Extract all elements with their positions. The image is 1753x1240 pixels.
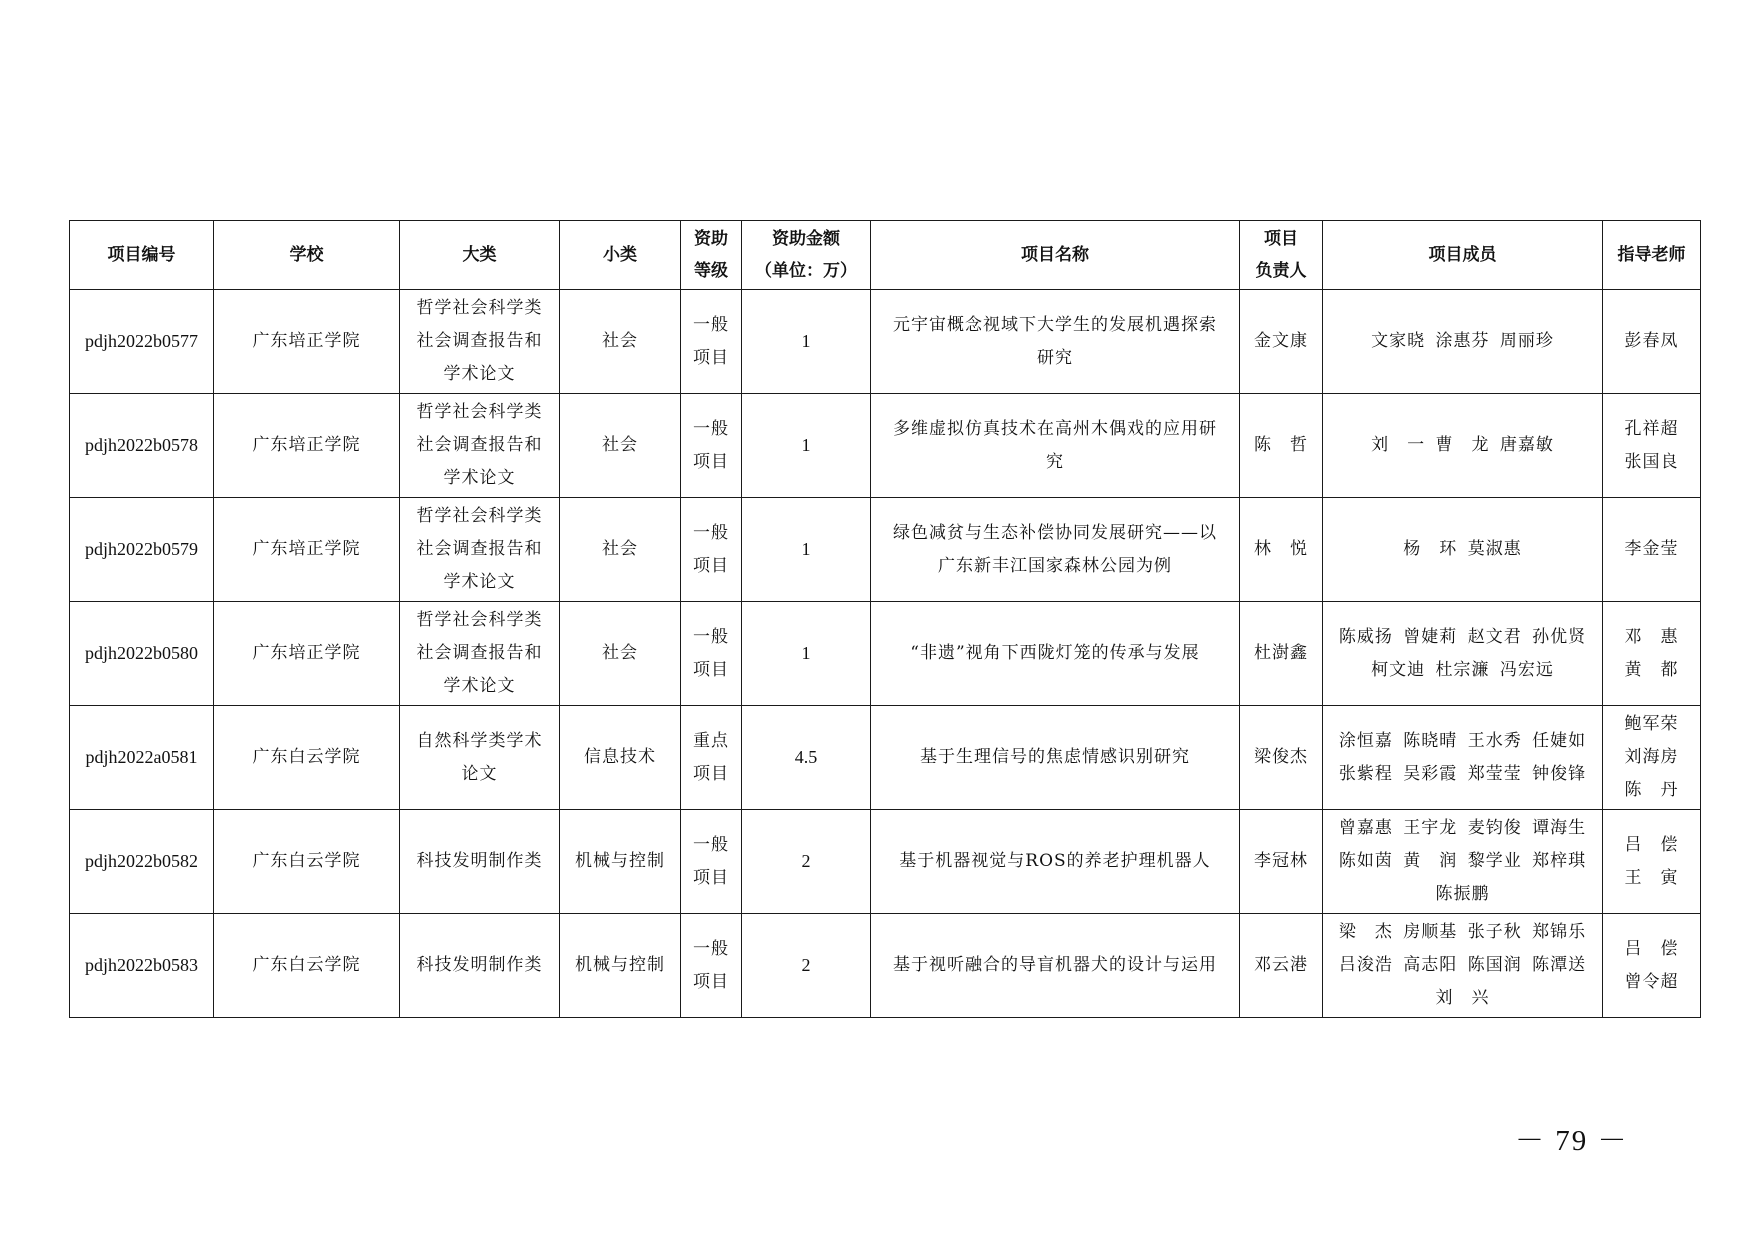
table-row xyxy=(70,394,1701,498)
cell-line: 项目 xyxy=(693,971,729,992)
cell-line: 多维虚拟仿真技术在高州木偶戏的应用研 xyxy=(893,418,1217,439)
project-table xyxy=(69,220,1701,1018)
cell-amount: 1 xyxy=(742,394,871,498)
cell-line: 吕 偿 xyxy=(1624,938,1679,959)
cell-advisor xyxy=(1603,290,1701,394)
cell-subcategory: 社会 xyxy=(560,394,681,498)
cell-line: 陈振鹏 xyxy=(1435,884,1490,904)
cell-line: 梁 杰 房顺基 张子秋 郑锦乐 xyxy=(1338,922,1587,942)
cell-line: 社会调查报告和 xyxy=(416,435,543,455)
cell-line: 张紫程 吴彩霞 郑莹莹 钟俊锋 xyxy=(1338,763,1587,784)
cell-subcategory: 社会 xyxy=(560,498,681,602)
cell-school: 广东白云学院 xyxy=(214,914,400,1018)
table-row xyxy=(70,498,1701,602)
cell-line: 研究 xyxy=(1037,347,1073,368)
cell-line: （单位：万） xyxy=(755,261,857,281)
header-advisor xyxy=(1603,221,1701,290)
cell-subcategory: 社会 xyxy=(560,602,681,706)
cell-members xyxy=(1323,290,1603,394)
cell-line: 文家晓 涂惠芬 周丽珍 xyxy=(1371,331,1554,351)
cell-line: 究 xyxy=(1046,451,1064,472)
cell-members xyxy=(1323,914,1603,1018)
cell-level xyxy=(681,914,742,1018)
header-subcategory xyxy=(560,221,681,290)
cell-category xyxy=(400,602,560,706)
header-row xyxy=(70,221,1701,290)
header-amount xyxy=(742,221,871,290)
cell-project-name xyxy=(871,394,1240,498)
cell-line: 哲学社会科学类 xyxy=(416,402,543,422)
cell-line: 陈如茵 黄 润 黎学业 郑梓琪 xyxy=(1338,851,1587,871)
cell-line: 项目编号 xyxy=(107,245,176,265)
cell-leader: 梁俊杰 xyxy=(1240,706,1323,810)
cell-leader: 陈 哲 xyxy=(1240,394,1323,498)
cell-line: 邓 惠 xyxy=(1624,626,1679,647)
cell-project-name xyxy=(871,914,1240,1018)
cell-school: 广东培正学院 xyxy=(214,394,400,498)
cell-line: 自然科学类学术 xyxy=(416,730,543,751)
cell-subcategory: 机械与控制 xyxy=(560,914,681,1018)
cell-line: 项目名称 xyxy=(1021,245,1089,265)
table-row xyxy=(70,706,1701,810)
cell-advisor xyxy=(1603,810,1701,914)
cell-advisor xyxy=(1603,394,1701,498)
cell-subcategory: 信息技术 xyxy=(560,706,681,810)
cell-line: 曾嘉惠 王宇龙 麦钧俊 谭海生 xyxy=(1338,818,1587,838)
cell-project-name xyxy=(871,706,1240,810)
cell-project-name xyxy=(871,602,1240,706)
cell-line: 吕 偿 xyxy=(1624,834,1679,855)
cell-level xyxy=(681,602,742,706)
cell-members xyxy=(1323,810,1603,914)
cell-line: 哲学社会科学类 xyxy=(416,506,543,526)
header-category xyxy=(400,221,560,290)
cell-category xyxy=(400,394,560,498)
cell-line: 涂恒嘉 陈晓晴 王水秀 任婕如 xyxy=(1338,730,1587,751)
cell-line: 一般 xyxy=(693,314,729,335)
cell-line: 资助 xyxy=(694,229,728,249)
cell-line: 哲学社会科学类 xyxy=(416,298,543,318)
cell-members xyxy=(1323,394,1603,498)
cell-line: 基于机器视觉与ROS的养老护理机器人 xyxy=(899,851,1211,871)
cell-line: 科技发明制作类 xyxy=(416,851,543,871)
cell-amount: 2 xyxy=(742,810,871,914)
cell-amount: 1 xyxy=(742,498,871,602)
cell-project-id: pdjh2022b0577 xyxy=(70,290,214,394)
cell-project-id: pdjh2022b0578 xyxy=(70,394,214,498)
cell-project-id: pdjh2022b0582 xyxy=(70,810,214,914)
cell-line: 基于视听融合的导盲机器犬的设计与运用 xyxy=(893,955,1217,975)
cell-line: 陈威扬 曾婕莉 赵文君 孙优贤 xyxy=(1338,626,1587,647)
cell-project-name xyxy=(871,290,1240,394)
cell-line: 指导老师 xyxy=(1617,245,1686,265)
cell-members xyxy=(1323,602,1603,706)
cell-level xyxy=(681,810,742,914)
cell-line: 刘海房 xyxy=(1624,747,1679,767)
header-name xyxy=(871,221,1240,290)
cell-line: 彭春凤 xyxy=(1624,331,1679,351)
cell-leader: 杜澍鑫 xyxy=(1240,602,1323,706)
cell-line: 陈 丹 xyxy=(1624,780,1679,800)
cell-leader: 金文康 xyxy=(1240,290,1323,394)
cell-category xyxy=(400,498,560,602)
cell-project-id: pdjh2022b0579 xyxy=(70,498,214,602)
cell-category xyxy=(400,810,560,914)
cell-project-name xyxy=(871,498,1240,602)
cell-line: 重点 xyxy=(693,730,729,751)
cell-line: 等级 xyxy=(694,261,728,281)
cell-members xyxy=(1323,498,1603,602)
cell-line: 元宇宙概念视域下大学生的发展机遇探索 xyxy=(893,314,1217,335)
cell-category xyxy=(400,706,560,810)
cell-line: 学校 xyxy=(289,245,324,265)
header-level xyxy=(681,221,742,290)
cell-line: 学术论文 xyxy=(443,364,516,384)
cell-advisor xyxy=(1603,498,1701,602)
cell-subcategory: 社会 xyxy=(560,290,681,394)
cell-line: 项目 xyxy=(693,451,729,472)
cell-leader: 林 悦 xyxy=(1240,498,1323,602)
cell-line: 李金莹 xyxy=(1624,539,1679,559)
cell-line: 负责人 xyxy=(1255,261,1307,281)
cell-line: 项目 xyxy=(693,659,729,680)
cell-level xyxy=(681,706,742,810)
table-row xyxy=(70,290,1701,394)
cell-amount: 4.5 xyxy=(742,706,871,810)
table-body xyxy=(70,290,1701,1018)
cell-amount: 1 xyxy=(742,290,871,394)
header-leader xyxy=(1240,221,1323,290)
cell-level xyxy=(681,394,742,498)
cell-line: 一般 xyxy=(693,522,729,543)
cell-line: 曾令超 xyxy=(1624,971,1679,992)
cell-line: 一般 xyxy=(693,834,729,855)
cell-amount: 2 xyxy=(742,914,871,1018)
cell-category xyxy=(400,290,560,394)
cell-line: 论文 xyxy=(461,763,498,784)
cell-advisor xyxy=(1603,914,1701,1018)
cell-amount: 1 xyxy=(742,602,871,706)
cell-advisor xyxy=(1603,602,1701,706)
cell-line: 学术论文 xyxy=(443,676,516,696)
cell-line: 刘 一 曹 龙 唐嘉敏 xyxy=(1371,435,1554,455)
cell-line: 科技发明制作类 xyxy=(416,955,543,975)
cell-line: 杨 环 莫淑惠 xyxy=(1403,539,1522,559)
cell-school: 广东培正学院 xyxy=(214,290,400,394)
cell-line: 项目 xyxy=(693,555,729,576)
header-id xyxy=(70,221,214,290)
table-row xyxy=(70,602,1701,706)
cell-line: 项目 xyxy=(693,347,729,368)
cell-subcategory: 机械与控制 xyxy=(560,810,681,914)
cell-line: 项目 xyxy=(693,763,729,784)
header-members xyxy=(1323,221,1603,290)
cell-line: 项目 xyxy=(1264,229,1298,249)
cell-category xyxy=(400,914,560,1018)
cell-line: 社会调查报告和 xyxy=(416,539,543,559)
cell-line: 哲学社会科学类 xyxy=(416,610,543,630)
cell-leader: 李冠林 xyxy=(1240,810,1323,914)
cell-line: 一般 xyxy=(693,938,729,959)
cell-level xyxy=(681,290,742,394)
cell-line: 小类 xyxy=(603,245,637,265)
cell-project-id: pdjh2022b0580 xyxy=(70,602,214,706)
cell-line: 资助金额 xyxy=(772,229,840,249)
cell-project-name xyxy=(871,810,1240,914)
cell-school: 广东培正学院 xyxy=(214,602,400,706)
cell-line: 广东新丰江国家森林公园为例 xyxy=(938,555,1172,576)
cell-line: 社会调查报告和 xyxy=(416,643,543,663)
cell-line: 基于生理信号的焦虑情感识别研究 xyxy=(920,747,1190,767)
cell-line: 大类 xyxy=(462,245,497,265)
cell-school: 广东培正学院 xyxy=(214,498,400,602)
cell-line: 项目成员 xyxy=(1428,245,1497,265)
table-header xyxy=(70,221,1701,290)
cell-line: 学术论文 xyxy=(443,572,516,592)
table-row xyxy=(70,810,1701,914)
cell-project-id: pdjh2022b0583 xyxy=(70,914,214,1018)
cell-line: 绿色减贫与生态补偿协同发展研究——以 xyxy=(893,522,1217,543)
cell-line: 鲍军荣 xyxy=(1624,714,1679,734)
cell-line: 黄 都 xyxy=(1624,659,1679,680)
cell-line: 一般 xyxy=(693,626,729,647)
table-row xyxy=(70,914,1701,1018)
cell-line: 一般 xyxy=(693,418,729,439)
cell-line: 社会调查报告和 xyxy=(416,331,543,351)
cell-leader: 邓云港 xyxy=(1240,914,1323,1018)
cell-school: 广东白云学院 xyxy=(214,810,400,914)
cell-project-id: pdjh2022a0581 xyxy=(70,706,214,810)
cell-line: 王 寅 xyxy=(1624,867,1679,888)
cell-line: 柯文迪 杜宗濂 冯宏远 xyxy=(1371,659,1554,680)
cell-school: 广东白云学院 xyxy=(214,706,400,810)
cell-line: “非遗”视角下西陇灯笼的传承与发展 xyxy=(910,643,1200,663)
cell-line: 学术论文 xyxy=(443,468,516,488)
cell-line: 项目 xyxy=(693,867,729,888)
cell-line: 刘 兴 xyxy=(1435,988,1490,1008)
cell-members xyxy=(1323,706,1603,810)
cell-advisor xyxy=(1603,706,1701,810)
cell-line: 孔祥超 xyxy=(1624,418,1679,439)
cell-line: 张国良 xyxy=(1624,451,1679,472)
page-number: － 79 － xyxy=(1515,1125,1629,1157)
cell-level xyxy=(681,498,742,602)
header-school xyxy=(214,221,400,290)
project-table-container xyxy=(69,220,1700,1018)
cell-line: 吕浚浩 高志阳 陈国润 陈潭送 xyxy=(1338,955,1587,975)
